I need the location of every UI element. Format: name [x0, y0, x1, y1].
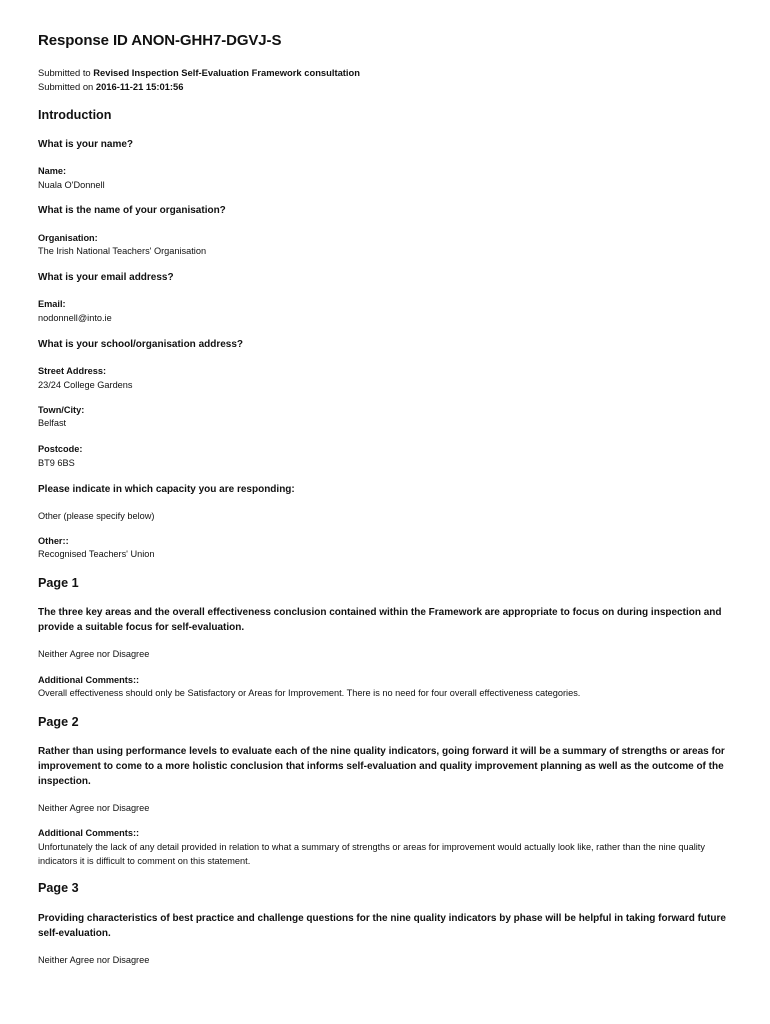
section-heading-page-2: Page 2 [38, 715, 79, 729]
response-title: Response ID ANON-GHH7-DGVJ-S [38, 32, 282, 49]
page-2-question: Rather than using performance levels to evaluate each of the nine quality indicators, going forward it will be a summary of strengths or areas for improvement to come to a more holistic conclusion that informs self-evaluation and quality improvement planning as well as the outcome of the inspection. [38, 746, 725, 787]
organisation-label: Organisation: [38, 233, 98, 243]
page-1-question: The three key areas and the overall effectiveness conclusion contained within the Framework are appropriate to focus on during inspection and provide a suitable focus for self-evaluation. [38, 607, 722, 633]
name-value: Nuala O'Donnell [38, 180, 105, 190]
submitted-on-prefix: Submitted on [38, 81, 96, 92]
email-label: Email: [38, 299, 66, 309]
town-city-value: Belfast [38, 418, 67, 428]
page-3-answer: Neither Agree nor Disagree [38, 955, 150, 965]
section-heading-page-1: Page 1 [38, 576, 79, 590]
section-heading-page-3: Page 3 [38, 881, 79, 895]
page-1-comments-label: Additional Comments:: [38, 675, 140, 685]
question-email: What is your email address? [38, 272, 174, 283]
name-label: Name: [38, 166, 67, 176]
question-address: What is your school/organisation address? [38, 339, 244, 350]
email-value: nodonnell@into.ie [38, 313, 112, 323]
postcode-label: Postcode: [38, 444, 83, 454]
town-city-label: Town/City: [38, 405, 85, 415]
other-value: Recognised Teachers' Union [38, 549, 155, 559]
submission-timestamp: 2016-11-21 15:01:56 [95, 81, 184, 92]
street-address-label: Street Address: [38, 366, 107, 376]
page-1-answer: Neither Agree nor Disagree [38, 649, 150, 659]
section-heading-introduction: Introduction [38, 108, 112, 122]
submitted-to-prefix: Submitted to [38, 67, 94, 78]
submitted-on-line [38, 81, 183, 92]
page-2-comments-value: Unfortunately the lack of any detail provided in relation to what a summary of strengths or areas for improvement would actually look like, rather than the nine quality indicators it is difficult to comment on this statement. [38, 842, 705, 866]
page-2-answer: Neither Agree nor Disagree [38, 803, 150, 813]
organisation-value: The Irish National Teachers' Organisation [38, 246, 207, 256]
page-2-comments-label: Additional Comments:: [38, 828, 140, 838]
question-capacity: Please indicate in which capacity you are responding: [38, 484, 295, 495]
question-name: What is your name? [38, 139, 134, 150]
other-label: Other:: [38, 536, 69, 546]
postcode-value: BT9 6BS [38, 458, 75, 468]
submitted-to-line [38, 67, 360, 78]
page-1-comments-value: Overall effectiveness should only be Satisfactory or Areas for Improvement. There is no need for four overall effectiveness categories. [38, 688, 581, 698]
question-organisation: What is the name of your organisation? [38, 205, 226, 216]
page-3-question: Providing characteristics of best practice and challenge questions for the nine quality indicators by phase will be helpful in taking forward future self-evaluation. [38, 913, 726, 939]
capacity-value: Other (please specify below) [38, 511, 155, 521]
consultation-name: Revised Inspection Self-Evaluation Framework consultation [93, 67, 360, 78]
street-address-value: 23/24 College Gardens [38, 380, 133, 390]
